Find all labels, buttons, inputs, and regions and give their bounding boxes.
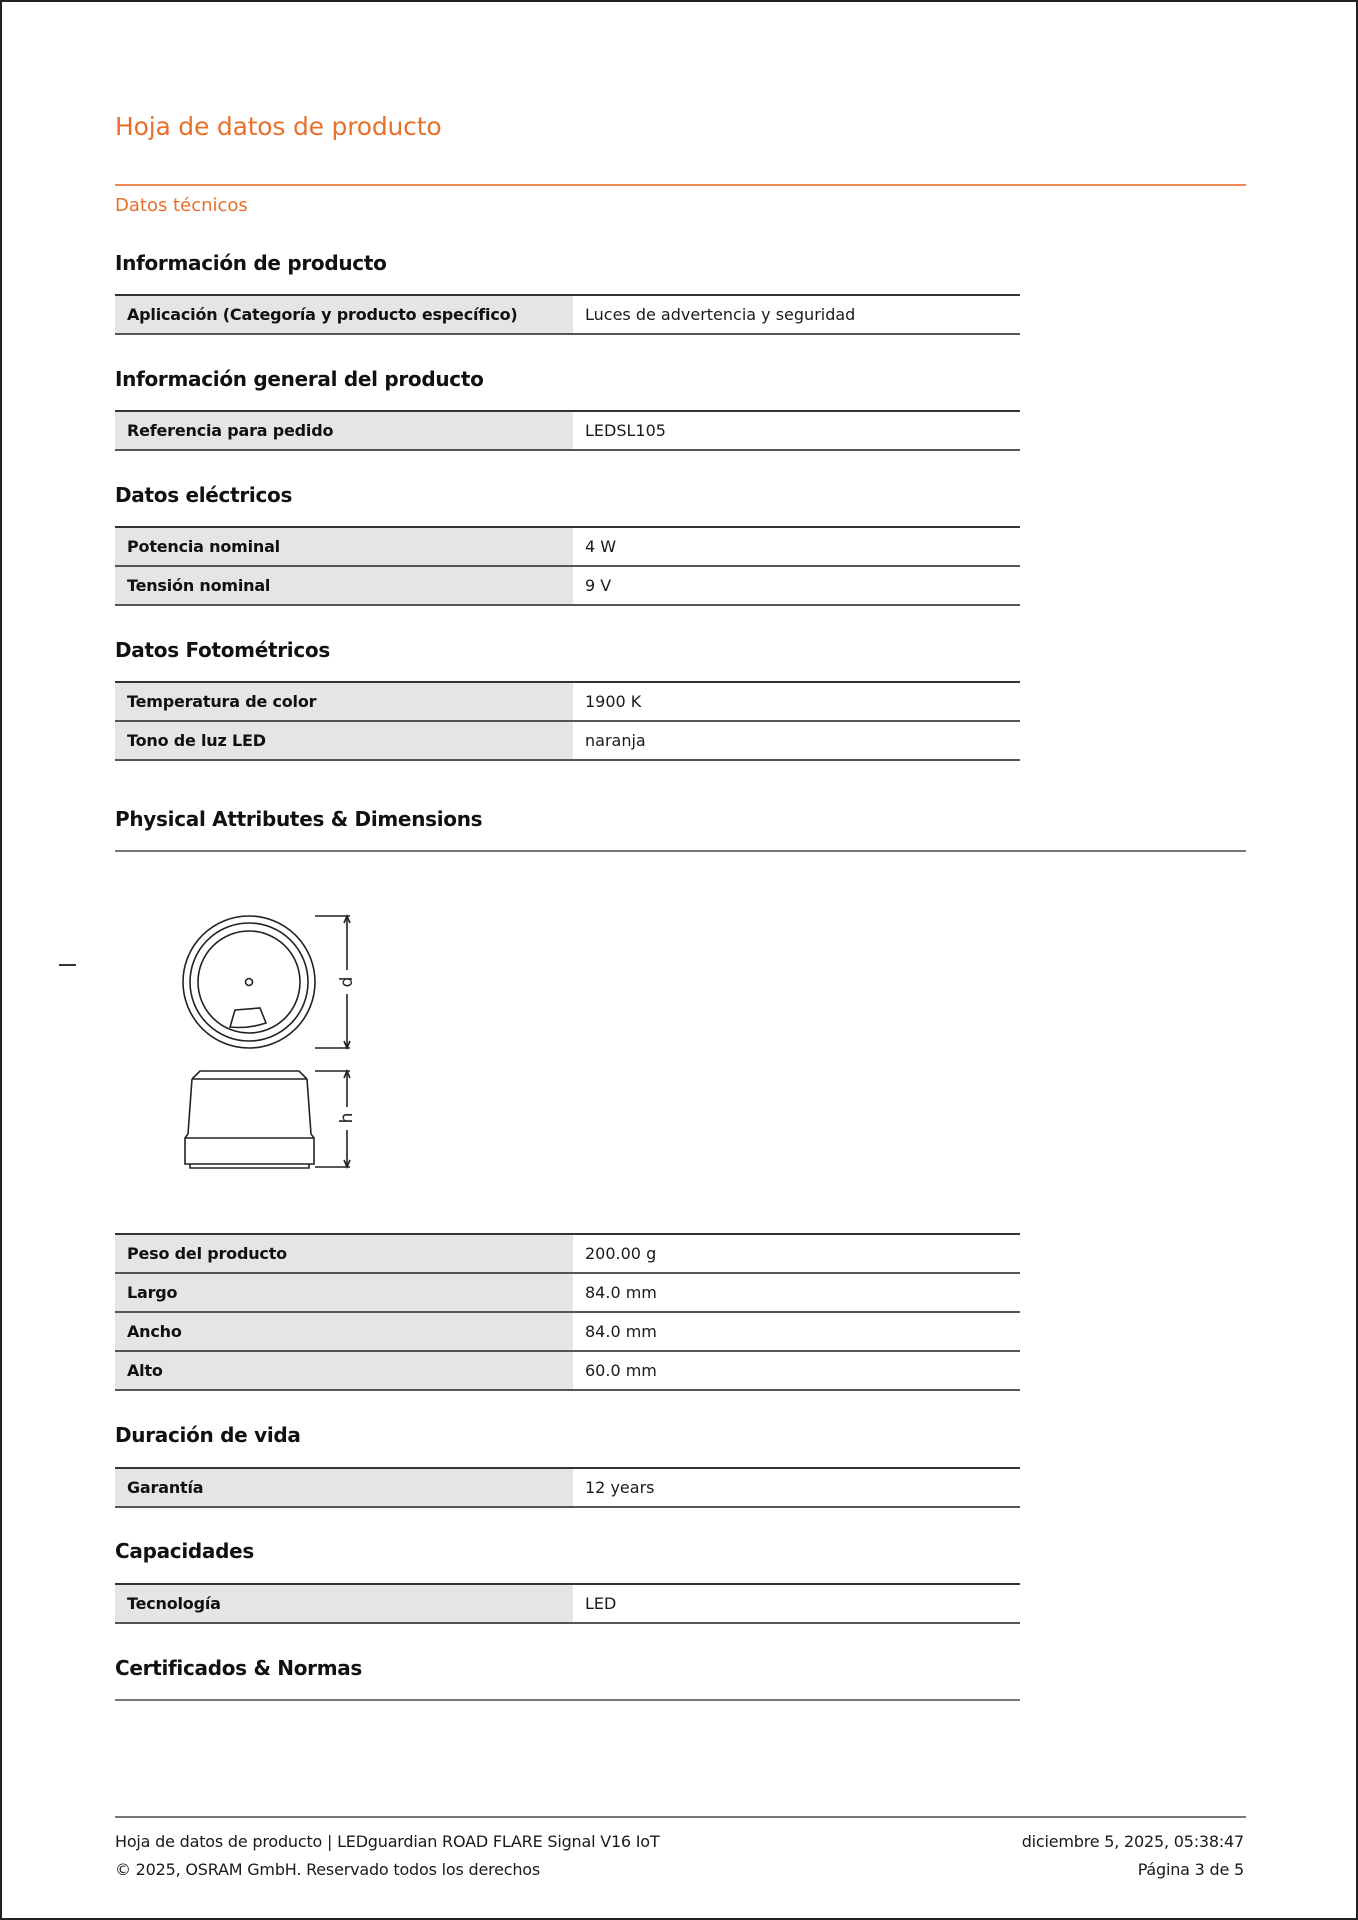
row-label: Potencia nominal bbox=[115, 527, 573, 566]
physical-divider bbox=[115, 850, 1246, 852]
row-value: naranja bbox=[573, 721, 1020, 760]
row-value: LEDSL105 bbox=[573, 411, 1020, 450]
table-row bbox=[115, 682, 1020, 721]
table-row bbox=[115, 1468, 1020, 1507]
table-general-info bbox=[115, 410, 1020, 451]
height-label: h bbox=[337, 1112, 357, 1124]
table-electrical bbox=[115, 526, 1020, 606]
table-row bbox=[115, 1312, 1020, 1351]
heading-product-info: Información de producto bbox=[115, 251, 387, 275]
footer-divider bbox=[115, 1816, 1246, 1818]
diameter-label: d bbox=[337, 976, 357, 988]
row-value: 200.00 g bbox=[573, 1234, 1020, 1273]
footer-document-line: Hoja de datos de producto | LEDguardian ROAD FLARE Signal V16 IoT bbox=[115, 1832, 660, 1851]
table-row bbox=[115, 1234, 1020, 1273]
certificates-divider bbox=[115, 1699, 1020, 1701]
row-value: 84.0 mm bbox=[573, 1312, 1020, 1351]
table-row bbox=[115, 527, 1020, 566]
heading-certificates: Certificados & Normas bbox=[115, 1656, 363, 1680]
row-value: 4 W bbox=[573, 527, 1020, 566]
row-value: LED bbox=[573, 1584, 1020, 1623]
section-subtitle: Datos técnicos bbox=[115, 195, 248, 216]
footer-timestamp: diciembre 5, 2025, 05:38:47 bbox=[1021, 1832, 1244, 1851]
table-row bbox=[115, 1584, 1020, 1623]
row-value: 12 years bbox=[573, 1468, 1020, 1507]
row-label: Alto bbox=[115, 1351, 573, 1390]
footer-copyright: © 2025, OSRAM GmbH. Reservado todos los derechos bbox=[115, 1860, 541, 1879]
table-row bbox=[115, 1351, 1020, 1390]
dimension-drawing bbox=[162, 902, 382, 1182]
row-label: Aplicación (Categoría y producto específico) bbox=[115, 295, 573, 334]
heading-photometric: Datos Fotométricos bbox=[115, 638, 330, 662]
table-row bbox=[115, 295, 1020, 334]
footer-page-number: Página 3 de 5 bbox=[1137, 1860, 1244, 1879]
table-row bbox=[115, 566, 1020, 605]
row-label: Peso del producto bbox=[115, 1234, 573, 1273]
row-label: Garantía bbox=[115, 1468, 573, 1507]
heading-lifetime: Duración de vida bbox=[115, 1423, 301, 1447]
table-physical bbox=[115, 1233, 1020, 1391]
row-label: Ancho bbox=[115, 1312, 573, 1351]
row-label: Tono de luz LED bbox=[115, 721, 573, 760]
table-photometric bbox=[115, 681, 1020, 761]
row-label: Tensión nominal bbox=[115, 566, 573, 605]
row-label: Temperatura de color bbox=[115, 682, 573, 721]
heading-physical: Physical Attributes & Dimensions bbox=[115, 807, 483, 831]
row-value: 84.0 mm bbox=[573, 1273, 1020, 1312]
row-value: 60.0 mm bbox=[573, 1351, 1020, 1390]
table-lifetime bbox=[115, 1467, 1020, 1508]
table-row bbox=[115, 1273, 1020, 1312]
table-capabilities bbox=[115, 1583, 1020, 1624]
row-label: Referencia para pedido bbox=[115, 411, 573, 450]
heading-electrical: Datos eléctricos bbox=[115, 483, 293, 507]
margin-marker bbox=[59, 964, 76, 966]
row-label: Largo bbox=[115, 1273, 573, 1312]
document-title: Hoja de datos de producto bbox=[115, 112, 442, 141]
heading-general-info: Información general del producto bbox=[115, 367, 484, 391]
row-value: 1900 K bbox=[573, 682, 1020, 721]
heading-capabilities: Capacidades bbox=[115, 1539, 254, 1563]
table-row bbox=[115, 721, 1020, 760]
table-row bbox=[115, 411, 1020, 450]
table-product-info bbox=[115, 294, 1020, 335]
row-value: 9 V bbox=[573, 566, 1020, 605]
row-value: Luces de advertencia y seguridad bbox=[573, 295, 1020, 334]
row-label: Tecnología bbox=[115, 1584, 573, 1623]
header-divider bbox=[115, 184, 1246, 186]
